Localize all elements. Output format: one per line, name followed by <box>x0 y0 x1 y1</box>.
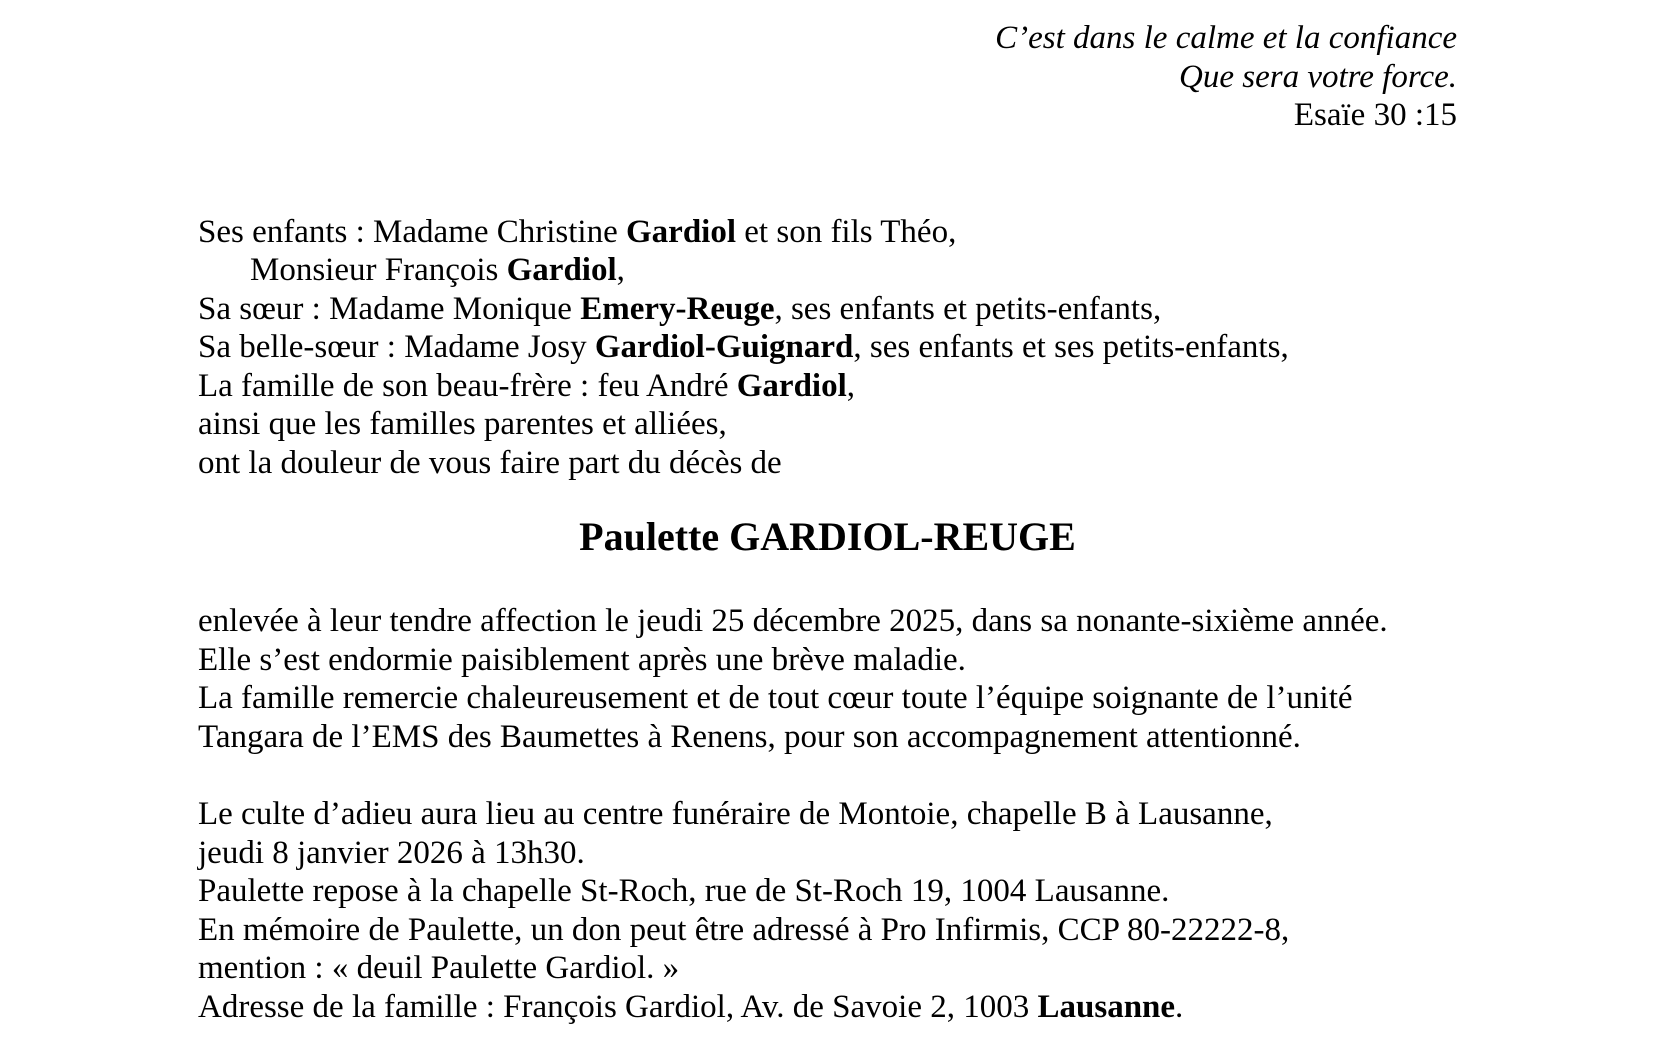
family-line-2-text: Monsieur François <box>250 252 507 288</box>
family-line-3-rest: , ses enfants et petits-enfants, <box>774 290 1162 327</box>
family-line-5-text: La famille de son beau-frère : feu André <box>198 367 737 404</box>
ceremony-line-5: mention : « deuil Paulette Gardiol. » <box>198 950 680 986</box>
announcement <box>198 602 1457 756</box>
family-line-4-text: Sa belle-sœur : Madame Josy <box>198 329 595 365</box>
family-name-bold: Gardiol <box>626 213 737 250</box>
family-list <box>198 213 1457 483</box>
epigraph-attribution: Esaïe 30 :15 <box>1293 97 1457 133</box>
family-line-7: ont la douleur de vous faire part du décès de <box>198 444 782 481</box>
ceremony-line-3: Paulette repose à la chapelle St-Roch, rue de St-Roch 19, 1004 Lausanne. <box>198 873 1170 909</box>
announcement-line-1: enlevée à leur tendre affection le jeudi 25 décembre 2025, dans sa nonante-sixième année. <box>198 603 1388 639</box>
family-name-bold: Emery-Reuge <box>580 290 775 327</box>
announcement-line-4: Tangara de l’EMS des Baumettes à Renens, pour son accompagnement attentionné. <box>198 718 1301 755</box>
ceremony-line-2: jeudi 8 janvier 2026 à 13h30. <box>198 834 585 871</box>
ceremony-details <box>198 795 1457 1026</box>
family-name-bold: Gardiol <box>736 367 847 404</box>
ceremony-line-6 <box>198 988 1457 1027</box>
family-address-text: Adresse de la famille : François Gardiol, Av. de Savoie 2, 1003 <box>198 988 1038 1025</box>
ceremony-line-4: En mémoire de Paulette, un don peut être adressé à Pro Infirmis, CCP 80-22222-8, <box>198 911 1290 948</box>
family-line-6: ainsi que les familles parentes et alliées, <box>198 406 727 442</box>
family-line-4-rest: , ses enfants et ses petits-enfants, <box>853 329 1289 365</box>
family-address-period: . <box>1175 988 1184 1025</box>
family-address-city-bold: Lausanne <box>1037 988 1176 1025</box>
epigraph <box>198 19 1457 135</box>
announcement-line-2: Elle s’est endormie paisiblement après une brève maladie. <box>198 641 966 678</box>
family-line-2 <box>198 251 1457 290</box>
family-line-3-text: Sa sœur : Madame Monique <box>198 290 581 327</box>
family-line-4 <box>198 328 1457 367</box>
family-line-3 <box>198 290 1457 329</box>
announcement-line-3: La famille remercie chaleureusement et de tout cœur toute l’équipe soignante de l’unité <box>198 680 1353 716</box>
epigraph-line-1: C’est dans le calme et la confiance <box>995 20 1457 56</box>
family-line-1 <box>198 213 1457 252</box>
deceased-name: Paulette GARDIOL-REUGE <box>579 514 1076 559</box>
family-line-5 <box>198 367 1457 406</box>
epigraph-line-2: Que sera votre force. <box>1179 58 1457 95</box>
ceremony-line-1: Le culte d’adieu aura lieu au centre funéraire de Montoie, chapelle B à Lausanne, <box>198 796 1273 832</box>
family-line-1-rest: et son fils Théo, <box>736 213 957 250</box>
family-line-2-rest: , <box>616 252 625 288</box>
family-name-bold: Gardiol <box>506 252 617 288</box>
family-line-5-rest: , <box>846 367 856 404</box>
family-name-bold: Gardiol-Guignard <box>594 329 854 365</box>
family-line-1-text: Ses enfants : Madame Christine <box>198 213 627 250</box>
